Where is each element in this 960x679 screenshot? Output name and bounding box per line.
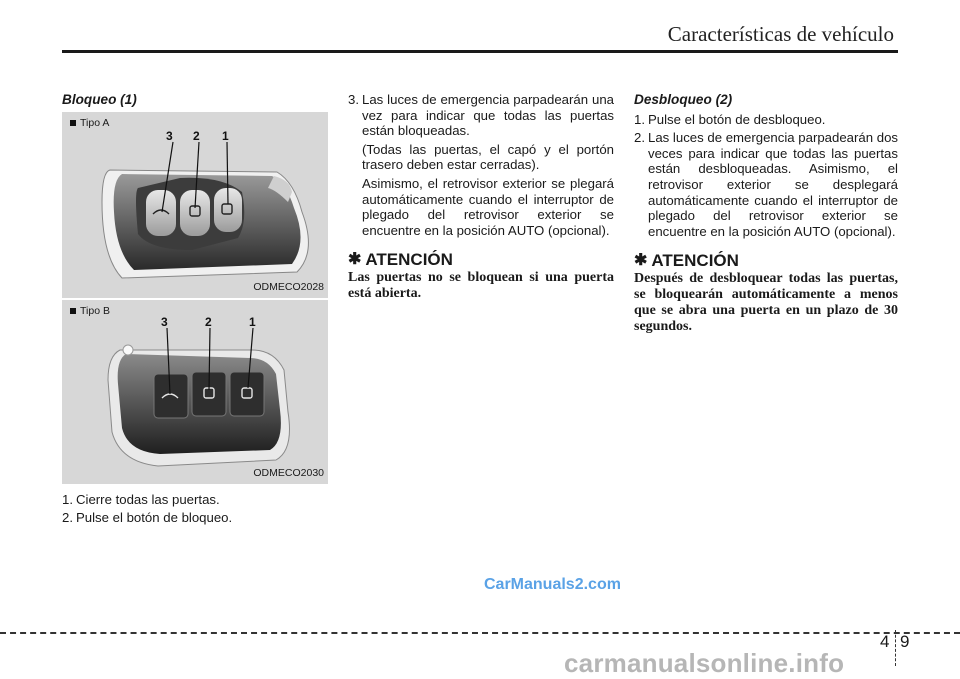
watermark-footer: carmanualsonline.info	[564, 648, 845, 678]
caution-heading: ✱ ATENCIÓN	[634, 251, 739, 271]
footer-rule	[0, 632, 960, 634]
list-item: 1. Pulse el botón de desbloqueo.	[634, 111, 826, 127]
callout-1-a: 1	[222, 128, 229, 143]
list-item: 2. Las luces de emergencia parpadearán dos veces para indicar que todas las puertas están desbloqueadas. Asimismo, el retrovisor exterior se desplegará automáticamente cuando el interruptor de plegado del retrovisor exterior se encuentre en la posición AUTO (opcional).	[634, 130, 898, 239]
page-header-title: Características de vehículo	[667, 22, 894, 46]
figure-b-code: ODMECO2030	[253, 467, 324, 479]
watermark-link[interactable]: CarManuals2.com	[484, 576, 621, 593]
list-item: 2. Pulse el botón de bloqueo.	[62, 510, 233, 526]
figure-a-code: ODMECO2028	[253, 281, 324, 293]
caution-star-icon: ✱	[348, 251, 362, 269]
callout-1-b: 1	[249, 314, 256, 329]
column-middle	[348, 92, 614, 302]
caution-star-icon: ✱	[634, 252, 648, 270]
mirror-paragraph: Asimismo, el retrovisor exterior se plegará automáticamente cuando el interruptor de plegado del retrovisor exterior se encuentre en la posición AUTO (opcional).	[362, 175, 614, 238]
figure-b-label: Tipo B	[70, 304, 110, 320]
section-heading-unlock: Desbloqueo (2)	[634, 92, 733, 107]
column-right	[634, 92, 898, 335]
bullet-square-icon	[70, 308, 76, 314]
caution-heading: ✱ ATENCIÓN	[348, 250, 453, 270]
caution-text: Después de desbloquear todas las puertas, se bloquearán automáticamente a menos que se abra una puerta en un plazo de 30 segundos.	[634, 270, 898, 334]
smart-key-type-a-illustration	[62, 112, 328, 298]
figure-key-type-a	[62, 112, 328, 298]
page-number: 9	[900, 632, 910, 651]
callout-3-b: 3	[161, 314, 168, 329]
figure-a-label: Tipo A	[70, 116, 109, 132]
page-number-separator	[895, 630, 896, 666]
smart-key-type-b-illustration	[62, 300, 328, 484]
header-rule	[62, 50, 898, 53]
column-left	[62, 92, 328, 529]
callout-3-a: 3	[166, 128, 173, 143]
note-paragraph: (Todas las puertas, el capó y el portón trasero deben estar cerradas).	[362, 141, 614, 173]
bullet-square-icon	[70, 120, 76, 126]
callout-2-a: 2	[193, 128, 200, 143]
figure-key-type-b	[62, 300, 328, 484]
list-item: 3. Las luces de emergencia parpadearán una vez para indicar que todas las puertas están bloqueadas.	[348, 92, 614, 139]
list-item: 1. Cierre todas las puertas.	[62, 491, 220, 507]
section-heading-lock: Bloqueo (1)	[62, 92, 137, 107]
callout-2-b: 2	[205, 314, 212, 329]
caution-text: Las puertas no se bloquean si una puerta está abierta.	[348, 269, 614, 301]
page-number-chapter: 4	[880, 632, 890, 651]
